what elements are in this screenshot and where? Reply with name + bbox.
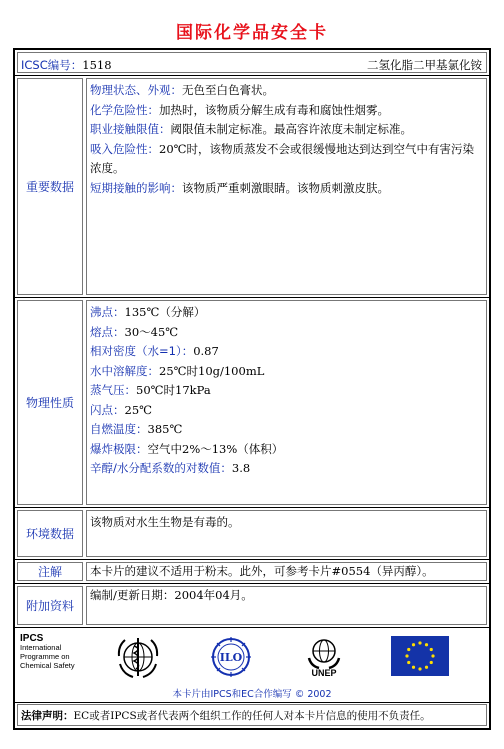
physical-label: 物理性质 (17, 300, 83, 505)
environment-section (15, 508, 489, 560)
environment-label: 环境数据 (17, 510, 83, 557)
key-data-item: 吸入危险性：20℃时，该物质蒸发不会或很缓慢地达到达到空气中有害污染浓度。 (90, 141, 474, 175)
physical-item: 熔点：30～45℃ (90, 324, 179, 339)
physical-content (86, 300, 487, 505)
safety-card (13, 48, 491, 730)
key-data-content (86, 78, 487, 295)
additional-section (15, 584, 489, 628)
footer-logos (15, 628, 489, 703)
eu-star (407, 661, 410, 664)
credit-line: 本卡片由IPCS和EC合作编写 © 2002 (172, 689, 332, 700)
notes-section (15, 560, 489, 584)
eu-star (425, 643, 428, 646)
eu-flag-icon (391, 636, 449, 676)
physical-item: 闪点：25℃ (90, 402, 152, 417)
ilo-emblem-icon (208, 634, 254, 680)
unep-label: UNEP (311, 668, 337, 678)
eu-star (418, 667, 421, 670)
eu-star (405, 654, 408, 657)
eu-star (412, 643, 415, 646)
key-data-item: 短期接触的影响：该物质严重刺激眼睛。该物质刺激皮肤。 (90, 180, 389, 195)
additional-text: 编制/更新日期：2004年04月。 (86, 586, 487, 625)
eu-star (412, 666, 415, 669)
eu-star (418, 641, 421, 644)
ipcs-logo-text: IPCS International Programme on Chemical Safety (20, 633, 75, 670)
icsc-number: ICSC编号：1518 (21, 58, 112, 72)
physical-item: 自燃温度：385℃ (90, 422, 183, 436)
notes-text: 本卡片的建议不适用于粉末。此外，可参考卡片#0554（异丙醇）。 (86, 562, 487, 581)
additional-label: 附加资料 (17, 586, 83, 625)
eu-star (431, 654, 434, 657)
physical-item: 爆炸极限：空气中2%～13%（体积） (90, 441, 284, 456)
key-data-item: 化学危险性：加热时，该物质分解生成有毒和腐蚀性烟雾。 (90, 102, 389, 117)
physical-item: 蒸气压：50℃时17kPa (90, 383, 211, 397)
physical-section (15, 298, 489, 508)
key-data-item: 物理状态、外观：无色至白色膏状。 (90, 83, 274, 97)
physical-item: 沸点：135℃（分解） (90, 305, 206, 319)
eu-star (407, 648, 410, 651)
card-header (15, 50, 489, 76)
who-emblem-icon (115, 634, 161, 680)
notes-label: 注解 (17, 562, 83, 581)
physical-item: 水中溶解度：25℃时10g/100mL (90, 363, 265, 378)
eu-star (430, 661, 433, 664)
svg-text:ILO: ILO (219, 651, 243, 664)
physical-item: 相对密度（水=1）：0.87 (90, 344, 219, 358)
chemical-name: 二氢化脂二甲基氯化铵 (367, 58, 482, 72)
eu-star (425, 666, 428, 669)
key-data-section (15, 76, 489, 298)
key-data-item: 职业接触限值：阈限值未制定标准。最高容许浓度未制定标准。 (90, 122, 412, 136)
eu-star (430, 648, 433, 651)
legal-notice: 法律声明：EC或者IPCS或者代表两个组织工作的任何人对本卡片信息的使用不负责任。 (15, 702, 489, 728)
key-data-label: 重要数据 (17, 78, 83, 295)
physical-item: 辛醇/水分配系数的对数值：3.8 (90, 461, 251, 475)
environment-text: 该物质对水生生物是有毒的。 (86, 510, 487, 557)
card-title: 国际化学品安全卡 (176, 23, 328, 43)
